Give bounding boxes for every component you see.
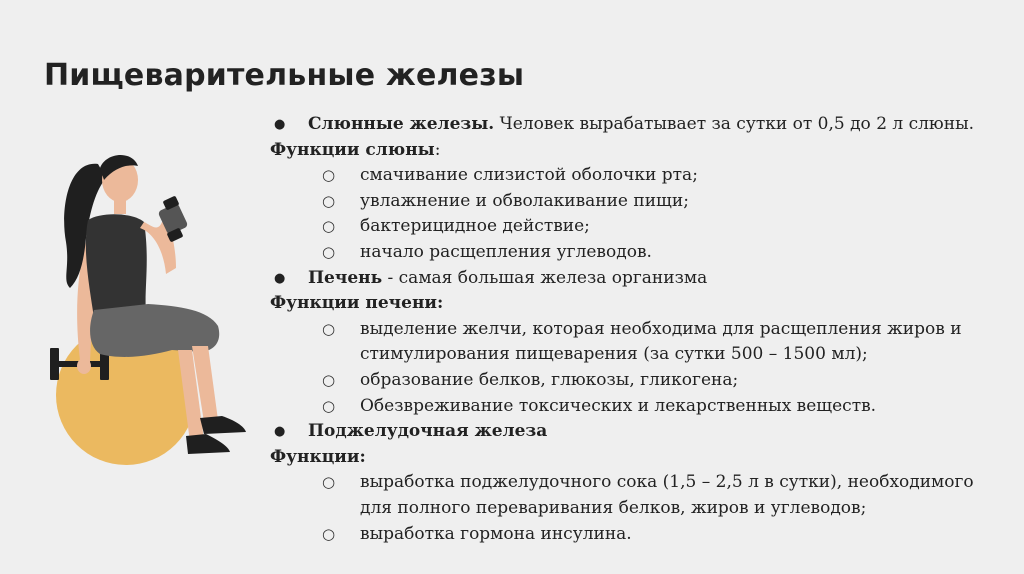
section-description: - самая большая железа организма xyxy=(382,267,708,288)
section-salivary xyxy=(270,112,1020,138)
list-item-continuation: для полного переваривания белков, жиров и углеводов; xyxy=(360,497,867,518)
circle-bullet-icon: ○ xyxy=(322,191,336,210)
circle-bullet-icon: ○ xyxy=(322,524,336,543)
slide-content xyxy=(270,112,1020,547)
list-item: ○ образование белков, глюкозы, гликогена; xyxy=(270,368,1020,394)
circle-bullet-icon: ○ xyxy=(322,473,336,492)
section-heading: Печень xyxy=(308,267,383,288)
circle-bullet-icon: ○ xyxy=(322,319,336,338)
slide-title: Пищеварительные железы xyxy=(44,58,525,93)
section-heading: Слюнные железы. xyxy=(308,114,495,134)
functions-title: Функции: xyxy=(270,446,366,467)
bullet-icon: ● xyxy=(274,270,286,286)
list-item: ○ выделение желчи, которая необходима для расщепления жиров и xyxy=(270,317,1020,343)
list-item: ○ бактерицидное действие; xyxy=(270,214,1020,240)
bullet-icon: ● xyxy=(274,117,286,132)
section-pancreas xyxy=(270,419,1020,445)
list-item: ○ Обезвреживание токсических и лекарственных веществ. xyxy=(270,394,1020,420)
circle-bullet-icon: ○ xyxy=(322,370,336,389)
list-item-continuation: стимулирования пищеварения (за сутки 500 – 1500 мл); xyxy=(360,344,868,365)
fitness-woman-illustration xyxy=(40,150,260,470)
bullet-icon: ● xyxy=(274,424,286,440)
circle-bullet-icon: ○ xyxy=(322,217,336,236)
circle-bullet-icon: ○ xyxy=(322,242,336,261)
functions-title: Функции печени: xyxy=(270,293,444,314)
list-item: ○ увлажнение и обволакивание пищи; xyxy=(270,189,1020,215)
list-item: ○ смачивание слизистой оболочки рта; xyxy=(270,163,1020,189)
section-heading: Поджелудочная железа xyxy=(308,421,548,442)
circle-bullet-icon: ○ xyxy=(322,166,336,185)
section-liver xyxy=(270,266,1020,292)
list-item: ○ начало расщепления углеводов. xyxy=(270,240,1020,266)
circle-bullet-icon: ○ xyxy=(322,396,336,415)
functions-title: Функции слюны: xyxy=(270,139,441,160)
section-description: Человек вырабатывает за сутки от 0,5 до 2 л слюны. xyxy=(494,114,974,134)
list-item: ○ выработка гормона инсулина. xyxy=(270,522,1020,548)
list-item: ○ выработка поджелудочного сока (1,5 – 2,5 л в сутки), необходимого xyxy=(270,470,1020,496)
